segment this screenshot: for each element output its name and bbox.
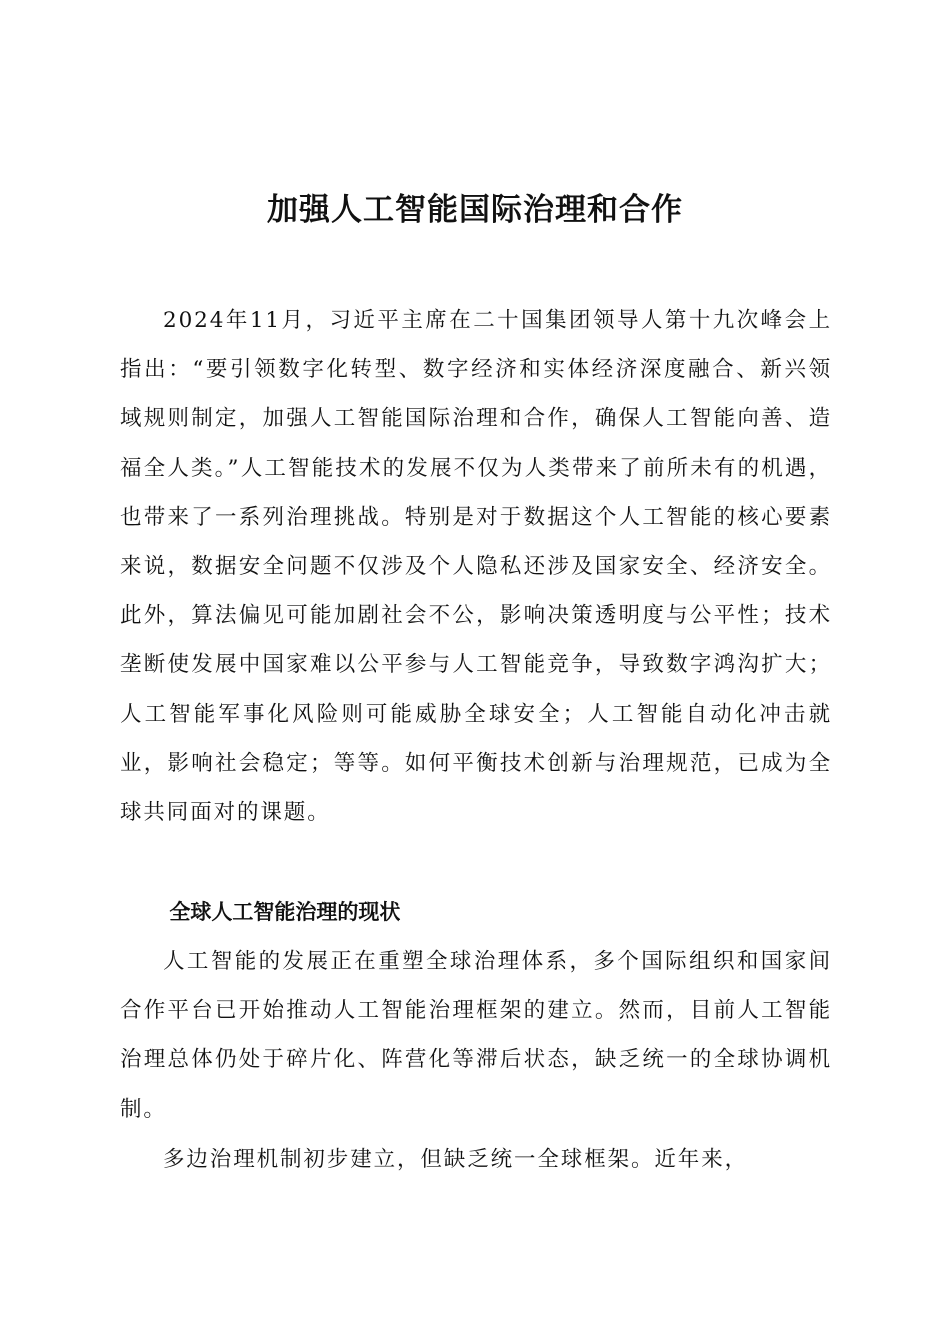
status-paragraph: 人工智能的发展正在重塑全球治理体系，多个国际组织和国家间合作平台已开始推动人工智能治理框架的建立。然而，目前人工智能治理总体仍处于碎片化、阵营化等滞后状态，缺乏统一的全球协调机制。	[120, 949, 832, 1122]
mechanism-paragraph: 多边治理机制初步建立，但缺乏统一全球框架。近年来，	[163, 1147, 749, 1172]
status-block	[120, 937, 832, 1134]
intro-block	[120, 296, 832, 837]
mechanism-block	[120, 1135, 832, 1184]
document-title: 加强人工智能国际治理和合作	[267, 192, 683, 228]
section-heading: 全球人工智能治理的现状	[169, 900, 401, 924]
intro-paragraph: 2024年11月，习近平主席在二十国集团领导人第十九次峰会上指出：“要引领数字化转型、数字经济和实体经济深度融合、新兴领域规则制定，加强人工智能国际治理和合作，确保人工智能向善、造福全人类。”人工智能技术的发展不仅为人类带来了前所未有的机遇，也带来了一系列治理挑战。特别是对于数据这个人工智能的核心要素来说，数据安全问题不仅涉及个人隐私还涉及国家安全、经济安全。此外，算法偏见可能加剧社会不公，影响决策透明度与公平性；技术垄断使发展中国家难以公平参与人工智能竞争，导致数字鸿沟扩大；人工智能军事化风险则可能威胁全球安全；人工智能自动化冲击就业，影响社会稳定；等等。如何平衡技术创新与治理规范，已成为全球共同面对的课题。	[120, 308, 832, 826]
section-block	[120, 887, 832, 937]
